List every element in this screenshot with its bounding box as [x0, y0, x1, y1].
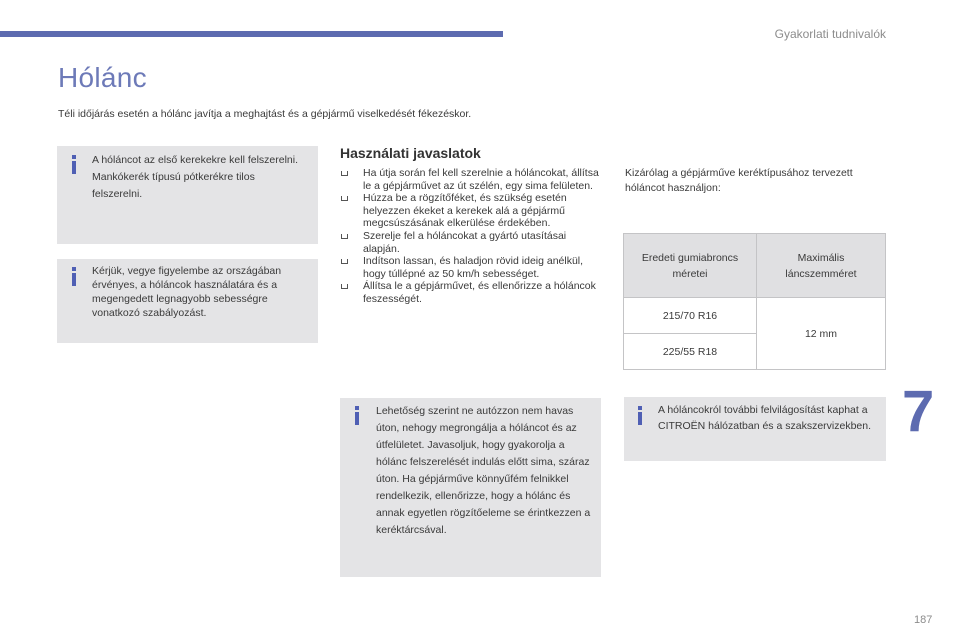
page-title: Hólánc: [58, 62, 147, 93]
info-box-driving-advice: [340, 398, 601, 577]
tips-list: [341, 167, 601, 306]
section-title: Gyakorlati tudnivalók: [774, 27, 886, 41]
chain-usage-note: Kizárólag a gépjárműve keréktípusához tervezett hóláncot használjon:: [625, 167, 853, 194]
chain-size-table: [623, 233, 886, 370]
info-box-text: Lehetőség szerint ne autózzon nem havas úton, nehogy megrongálja a hóláncot és az útfelületet. Javasoljuk, hogy gyakorolja a hólánc felszerelését indulás előtt sima, száraz úton. Ha gépjárműve könnyűfém felnikkel rendelkezik, ellenőrizze, hogy a hólánc és annak egyetlen rögzítőeleme se érintkezzen a keréktárcsával.: [376, 405, 591, 536]
table-row: [624, 298, 886, 334]
info-box-text: A hóláncot az első kerekekre kell felszerelni. Mankókerék típusú pótkerékre tilos felszerelni.: [92, 154, 299, 200]
tire-size-cell: 215/70 R16: [624, 298, 757, 334]
tip-item: Szerelje fel a hóláncokat a gyártó utasításai alapján.: [341, 230, 601, 255]
link-size-cell: 12 mm: [757, 298, 886, 370]
checkbox-icon: [341, 196, 348, 201]
tip-item: Ha útja során fel kell szerelnie a hóláncokat, állítsa le a gépjárművet az út szélén, egy sima felületen.: [341, 167, 601, 192]
checkbox-icon: [341, 171, 348, 176]
tip-item: Húzza be a rögzítőféket, és szükség esetén helyezzen ékeket a kerekek alá a gépjármű megcsúszásának elkerülése érdekében.: [341, 192, 601, 230]
intro-text: Téli időjárás esetén a hólánc javítja a meghajtást és a gépjármű viselkedését fékezéskor.: [58, 108, 472, 120]
checkbox-icon: [341, 284, 348, 289]
info-box-text: A hóláncokról további felvilágosítást kaphat a CITROËN hálózatban és a szakszervizekben.: [658, 404, 872, 432]
header-accent-bar: [0, 31, 503, 37]
checkbox-icon: [341, 234, 348, 239]
info-box-citroen-network: [624, 397, 886, 461]
tire-size-cell: 225/55 R18: [624, 334, 757, 370]
page-number: 187: [914, 614, 933, 626]
chapter-number: 7: [902, 379, 935, 444]
info-box-text: Kérjük, vegye figyelembe az országában érvényes, a hóláncok használatára és a megengedett legnagyobb sebességre vonatkozó szabályozást.: [92, 265, 282, 319]
checkbox-icon: [341, 259, 348, 264]
info-box-front-wheels: [57, 146, 318, 244]
tips-title: Használati javaslatok: [340, 145, 481, 161]
tip-item: Állítsa le a gépjárművet, és ellenőrizze a hóláncok feszességét.: [341, 280, 601, 305]
info-box-regulations: [57, 259, 318, 343]
tip-item: Indítson lassan, és haladjon rövid ideig anélkül, hogy túllépné az 50 km/h sebességet.: [341, 255, 601, 280]
table-header-tire-size: Eredeti gumiabroncs méretei: [624, 234, 757, 298]
table-header-link-size: Maximális láncszemméret: [757, 234, 886, 298]
